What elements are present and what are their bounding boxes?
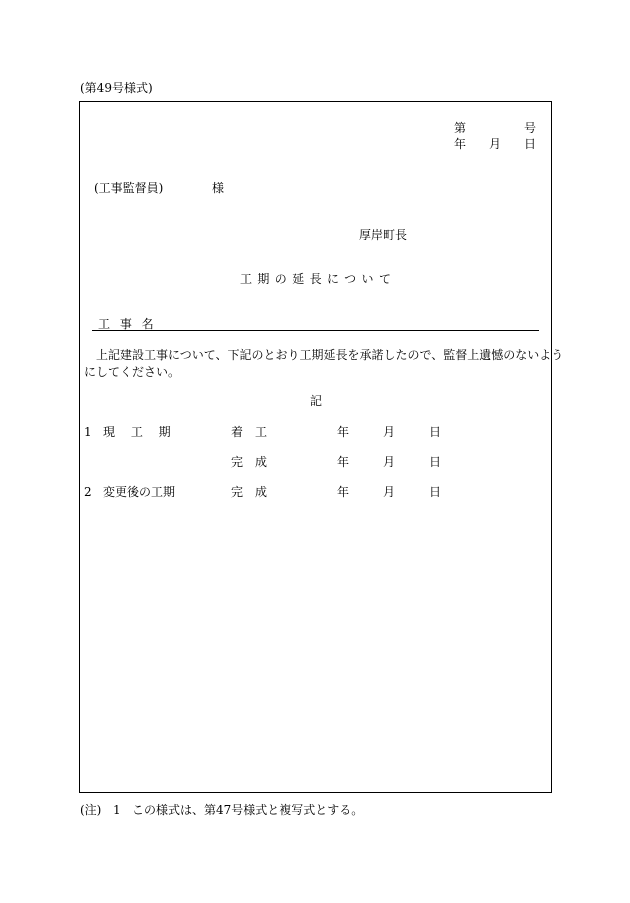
document-title: 工期の延長について [240, 272, 397, 286]
note-number: 1 [113, 803, 121, 817]
row-action: 完 成 [231, 455, 268, 469]
document-number-prefix: 第 [454, 121, 467, 135]
project-name-underline [92, 330, 539, 331]
document-number-suffix: 号 [524, 121, 537, 135]
row-label: 変更後の工期 [103, 485, 176, 499]
row-year: 年 [337, 485, 350, 499]
row-number: 2 [84, 485, 92, 499]
row-month: 月 [383, 485, 396, 499]
form-number-label: (第49号様式) [80, 81, 153, 95]
document-frame [79, 101, 552, 793]
row-month: 月 [383, 425, 396, 439]
addressee-honorific: 様 [212, 181, 225, 195]
date-month: 月 [489, 137, 502, 151]
row-month: 月 [383, 455, 396, 469]
row-year: 年 [337, 425, 350, 439]
row-day: 日 [429, 455, 442, 469]
note-label: (注) [80, 803, 102, 817]
row-day: 日 [429, 485, 442, 499]
row-day: 日 [429, 425, 442, 439]
note-text: この様式は、第47号様式と複写式とする。 [132, 803, 364, 817]
body-text-line1: 上記建設工事について、下記のとおり工期延長を承諾したので、監督上遺憾のないよう [96, 348, 564, 362]
body-text-line2: にしてください。 [84, 365, 181, 379]
row-action: 完 成 [231, 485, 268, 499]
row-year: 年 [337, 455, 350, 469]
row-number: 1 [84, 425, 92, 439]
row-label: 現 工 期 [103, 425, 171, 439]
row-action: 着 工 [231, 425, 268, 439]
sender-name: 厚岸町長 [359, 228, 408, 242]
date-year: 年 [454, 137, 467, 151]
addressee-role: (工事監督員) [94, 181, 164, 195]
project-name-label: 工 事 名 [98, 317, 154, 331]
date-day: 日 [524, 137, 537, 151]
ki-heading: 記 [310, 394, 323, 408]
